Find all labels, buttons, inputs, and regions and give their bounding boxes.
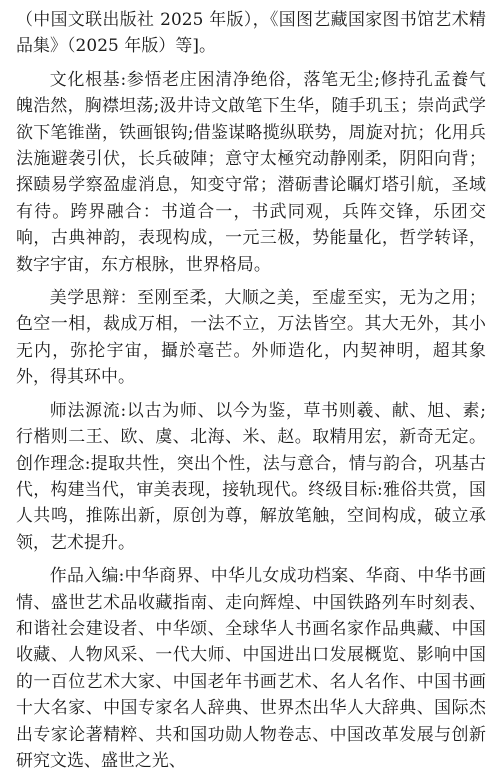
paragraph-gap — [16, 390, 486, 397]
paragraph-gap — [16, 555, 486, 562]
paragraph-works-included: 作品入编:中华商界、中华儿女成功档案、华商、中华书画情、盛世艺术品收藏指南、走向辉煌、中国铁路列车时刻表、和谐社会建设者、中华颂、全球华人书画名家作品典藏、中国收藏、人物风采、一代大师、中国进出口发展概览、影响中国的一百位艺术大家、中国老年书画艺术、名人名作、中国书画十大名家、中国专家名人辞典、世界杰出华人大辞典、国际杰出专家论著精粹、共和国功勋人物卷志、中国改革发展与创新研究文选、盛世之光、 — [16, 565, 486, 770]
paragraph-aesthetic-thought: 美学思辩：至刚至柔，大顺之美，至虚至实，无为之用；色空一相，裁成万相，一法不立，万法皆空。其大无外，其小无内，弥抡宇宙，攝於毫芒。外师造化，内契神明，超其象外，得其环中。 — [16, 287, 486, 387]
paragraph-lineage-and-philosophy: 师法源流:以古为师、以今为鉴，草书则羲、献、旭、素;行楷则二王、欧、虞、北海、米、赵。取精用宏，新奇无定。创作理念:提取共性，突出个性，法与意合，情与韵合，巩基古代，构建当代，审美表现，接轨现代。终级目标:雅俗共赏，国人共鸣，推陈出新，原创为尊，解放笔触，空间构成，破立承领，艺术提升。 — [16, 399, 486, 552]
paragraph-gap — [16, 59, 486, 66]
paragraph-cultural-foundation: 文化根基:参悟老庄困清净绝俗，落笔无尘;修持孔孟養气魄浩然，胸襟坦荡;汲井诗文啟笔下生华，随手玑玉；崇尚武学欲下笔锥凿，铁画银钩;借鉴谋略揽纵联势，周旋对抗；化用兵法施避袭引伏，长兵破陣；意守太極究动静刚柔，阴阳向背；探赜易学察盈虚消息，知变守常；潜砺書论瞩灯塔引航，圣域有待。跨界融合：书道合一，书武同观，兵阵交锋，乐团交响，古典神韵，表现构成，一元三极，势能量化，哲学转译，数字宇宙，东方根脉，世界格局。 — [16, 68, 486, 274]
paragraph-publications-continued: （中国文联出版社 2025 年版），《国图艺藏国家图书馆艺术精品集》（2025 年版）等]。 — [16, 9, 486, 56]
paragraph-gap — [16, 277, 486, 284]
